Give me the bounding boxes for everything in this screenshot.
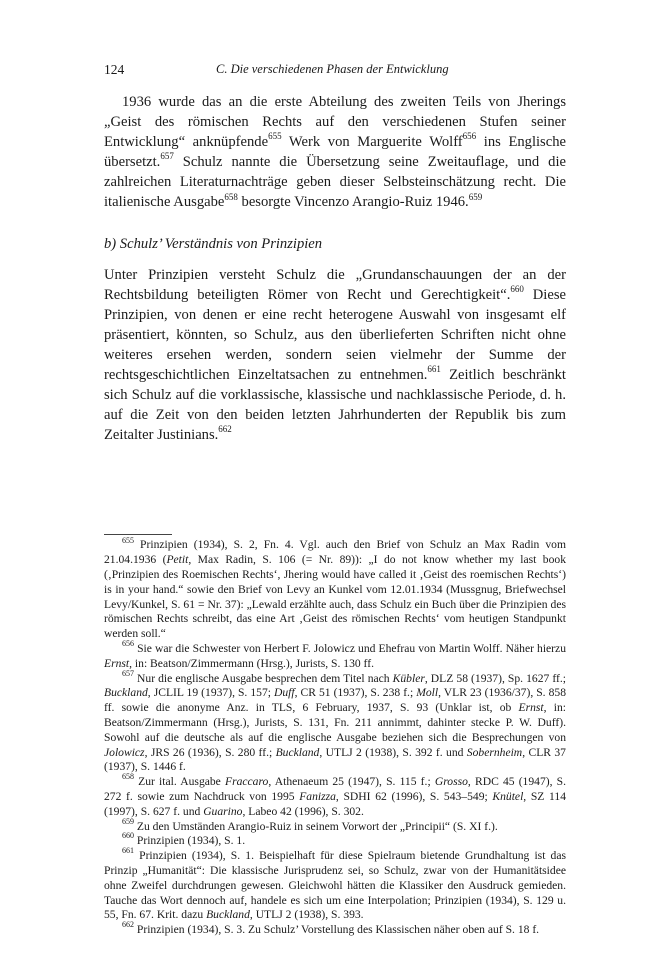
- footnote-660: $^{660}$ Prinzipien (1934), S. 1.: [122, 831, 246, 848]
- footnote-ref[interactable]: 661: [427, 364, 441, 375]
- footnote-661: $^{661}$ Prinzipien (1934), S. 1. Beispielhaft für diese Spielraum bietende Grundhaltung ist das Prinzip „Humanität“: Die klassische Jurisprudenz sei, so Schulz, zwar von der Humanitätsidee ohne Zweifel durchdrungen gewesen. Gleichwohl hätten die Klassiker den Ausdruck gemieden. Tauche das Wort dennoch auf, handele es sich um eine Interpolation; Prinzipien (1934), S. 129 u. 55, Fn. 67. Krit. dazu Buckland, UTLJ 2 (1938), S. 393.: [104, 846, 566, 922]
- footnote-658: $^{658}$ Zur ital. Ausgabe Fraccaro, Athenaeum 25 (1947), S. 115 f.; Grosso, RDC 45 (1947), S. 272 f. sowie zum Nachdruck von 1995 Fanizza, SDHI 62 (1996), S. 543–549; Knütel, SZ 114 (1997), S. 627 f. und Guarino, Labeo 42 (1996), S. 302.: [104, 772, 567, 818]
- running-head: C. Die verschiedenen Phasen der Entwicklung: [216, 62, 449, 76]
- page-number: 124: [104, 62, 125, 77]
- footnote-662: $^{662}$ Prinzipien (1934), S. 3. Zu Schulz’ Vorstellung des Klassischen näher oben auf S. 18 f.: [122, 920, 540, 937]
- footnote-ref[interactable]: 658: [224, 191, 238, 202]
- section-heading: b) Schulz’ Verständnis von Prinzipien: [104, 235, 323, 252]
- footnote-ref[interactable]: 660: [510, 283, 524, 294]
- footnote-655: $^{655}$ Prinzipien (1934), S. 2, Fn. 4. Vgl. auch den Brief von Schulz an Max Radin vom 21.04.1936 (Petit, Max Radin, S. 106 (= Nr. 89)): „I do not know whether my last book (‚Prinzipien des Roemischen Rechts‘, Jhering would have called it ‚Geist des roemischen Rechts‘) is in your hand.“ sowie den Brief von Levy an Kunkel vom 12.01.1934 (Mussgnug, Briefwechsel Levy/Kunkel, S. 61 = Nr. 37): „Lewald erzählte auch, dass Schulz ein Buch über die Prinzipien des römischen Rechts schreibt, das eine Art ‚Geist des römischen Rechts‘ vom heutigen Standpunkt werden soll.“: [104, 535, 566, 641]
- footnote-656: $^{656}$ Sie war die Schwester von Herbert F. Jolowicz und Ehefrau von Martin Wolff. Näher hierzu Ernst, in: Beatson/Zimmermann (Hrsg.), Jurists, S. 130 ff.: [104, 639, 566, 670]
- footnote-separator: [104, 534, 172, 535]
- footnote-ref[interactable]: 659: [468, 191, 483, 202]
- paragraph-1: 1936 wurde das an die erste Abteilung des zweiten Teils von Jherings „Geist des römischen Rechts auf den verschiedenen Stufen seiner Entwicklung“ anknüpfende$^{655}$ Werk von Marguerite Wolff$^{656}$ ins Englische übersetzt.$^{657}$ Schulz nannte die Übersetzung seine Zweitauflage, und die zahlreichen Literaturnachträge geben dieser Selbsteinschätzung recht. Die italienische Ausgabe$^{658}$ besorgte Vincenzo Arangio-Ruiz 1946.$^{659}$: [104, 94, 566, 211]
- page-header: [104, 62, 566, 84]
- footnote-ref[interactable]: 655: [268, 131, 282, 142]
- footnote-ref[interactable]: 662: [218, 424, 232, 435]
- footnotes: [104, 535, 567, 938]
- footnote-657: $^{657}$ Nur die englische Ausgabe besprechen dem Titel nach Kübler, DLZ 58 (1937), Sp. 1627 ff.; Buckland, JCLIL 19 (1937), S. 157; Duff, CR 51 (1937), S. 238 f.; Moll, VLR 23 (1936/37), S. 858 ff. sowie die anonyme Anz. in TLS, 6 February, 1937, S. 93 (Unklar ist, ob Ernst, in: Beatson/Zimmermann (Hrsg.), Jurists, S. 131, Fn. 211 annimmt, dahinter stecke P. W. Duff). Sowohl auf die deutsche als auf die englische Ausgabe beziehen sich die Besprechungen von Jolowicz, JRS 26 (1936), S. 280 ff.; Buckland, UTLJ 2 (1938), S. 392 f. und Sobernheim, CLR 37 (1937), S. 1446 f.: [104, 668, 566, 774]
- footnote-ref[interactable]: 656: [462, 131, 477, 142]
- book-page: [104, 62, 566, 938]
- footnote-ref[interactable]: 657: [160, 151, 174, 162]
- paragraph-2: Unter Prinzipien versteht Schulz die „Grundanschauungen der an der Rechtsbildung beteiligten Römer von Recht und Gerechtigkeit“.$^{660}$ Diese Prinzipien, von denen er eine recht heterogene Auswahl von insgesamt elf präsentiert, könnten, so Schulz, aus den überlieferten Schriften nicht ohne weiteres ersehen werden, sondern seien vielmehr der Summe der rechtsgeschichtlichen Einzeltatsachen zu entnehmen.$^{661}$ Zeitlich beschränkt sich Schulz auf die vorklassische, klassische und nachklassische Periode, d. h. auf die Zeit von den beiden letzten Jahrhunderten der Republik bis zum Zeitalter Justinians.$^{662}$: [104, 266, 566, 444]
- footnote-659: $^{659}$ Zu den Umständen Arangio-Ruiz in seinem Vorwort der „Principii“ (S. XI f.).: [122, 816, 498, 833]
